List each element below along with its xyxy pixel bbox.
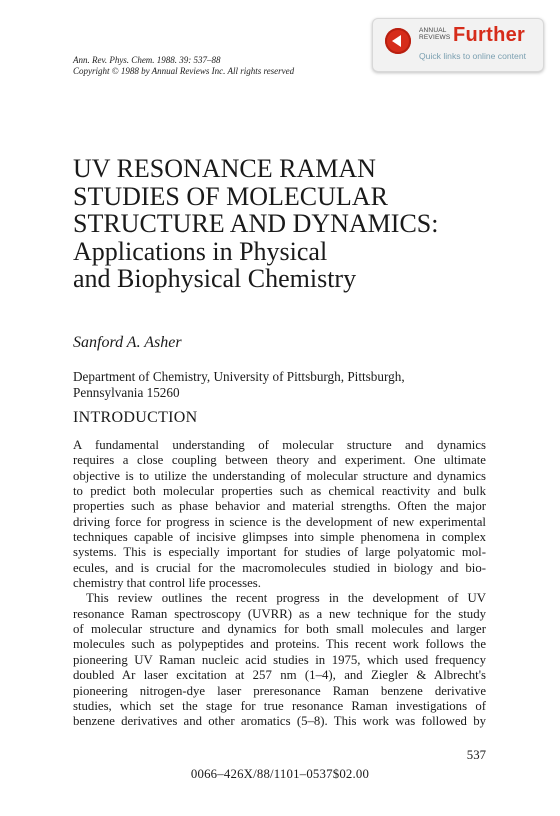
body-line: requires a close coupling between theory and experiment. One ultimate [73, 453, 486, 468]
body-line: pioneering UV Raman nucleic acid studies in 1975, which used frequency [73, 652, 486, 667]
journal-citation-block [73, 55, 294, 77]
page-number: 537 [466, 748, 486, 762]
body-line: chemistry that control life processes. [73, 576, 261, 591]
body-line: techniques capable of incisive glimpses into simple phenomena in complex [73, 530, 486, 545]
affiliation-line: Pennsylvania 15260 [73, 384, 180, 400]
article-body [73, 438, 486, 730]
title-line: STRUCTURE AND DYNAMICS: [73, 209, 439, 239]
body-line: driving force for progress in science is the development of new experimental [73, 514, 486, 529]
article-code: 0066–426X/88/1101–0537$02.00 [190, 767, 370, 781]
body-line: pioneering nitrogen-dye laser preresonance Raman benzene derivative [73, 683, 486, 698]
body-line: properties such as phase behavior and material strengths. Often the major [73, 499, 486, 514]
subtitle-line: and Biophysical Chemistry [73, 264, 357, 294]
affiliation-line: Department of Chemistry, University of Pittsburgh, Pittsburgh, [73, 369, 405, 384]
body-line: objective is to utilize the understanding of molecular structure and dynamics [73, 468, 486, 483]
badge-brand [419, 27, 451, 41]
body-line: ecules, and is crucial for the macromolecules studied in biology and bio- [73, 560, 486, 575]
body-line: studies, which set the stage for true resonance Raman investigations of [73, 698, 486, 713]
annual-reviews-logo-icon [385, 28, 411, 54]
body-line: A fundamental understanding of molecular structure and dynamics [73, 438, 486, 452]
title-line: STUDIES OF MOLECULAR [73, 181, 388, 211]
section-heading: INTRODUCTION [73, 409, 198, 426]
badge-brand-line1: ANNUAL [419, 27, 447, 34]
badge-further-label[interactable]: Further [453, 24, 526, 46]
body-line: resonance Raman spectroscopy (UVRR) as a new technique for the study [73, 606, 486, 621]
journal-copyright: Copyright © 1988 by Annual Reviews Inc. All rights reserved [73, 66, 295, 76]
title-line: UV RESONANCE RAMAN [73, 154, 376, 183]
badge-subtitle[interactable]: Quick links to online content [419, 51, 527, 61]
body-line: to predict both molecular properties such as chemical reactivity and bulk [73, 484, 486, 499]
body-line: of molecular structure and dynamics for both small molecules and larger [73, 622, 486, 637]
body-line: molecules such as polypeptides and proteins. This recent work follows the [73, 637, 486, 652]
body-line: benzene derivatives and other aromatics (5–8). This work was followed by [73, 714, 486, 729]
body-line: This review outlines the recent progress in the development of UV [86, 591, 486, 606]
article-title [73, 155, 439, 293]
annual-reviews-further-badge[interactable] [372, 18, 544, 72]
author-name: Sanford A. Asher [73, 334, 182, 351]
body-line: systems. This is especially important for studies of large polyatomic mol- [73, 545, 486, 560]
badge-brand-line2: REVIEWS [419, 34, 451, 41]
body-line: doubled Ar laser excitation at 257 nm (1–4), and Ziegler & Albrecht's [73, 668, 486, 683]
journal-citation: Ann. Rev. Phys. Chem. 1988. 39: 537–88 [73, 55, 221, 65]
subtitle-line: Applications in Physical [73, 236, 328, 266]
author-affiliation [73, 369, 405, 400]
